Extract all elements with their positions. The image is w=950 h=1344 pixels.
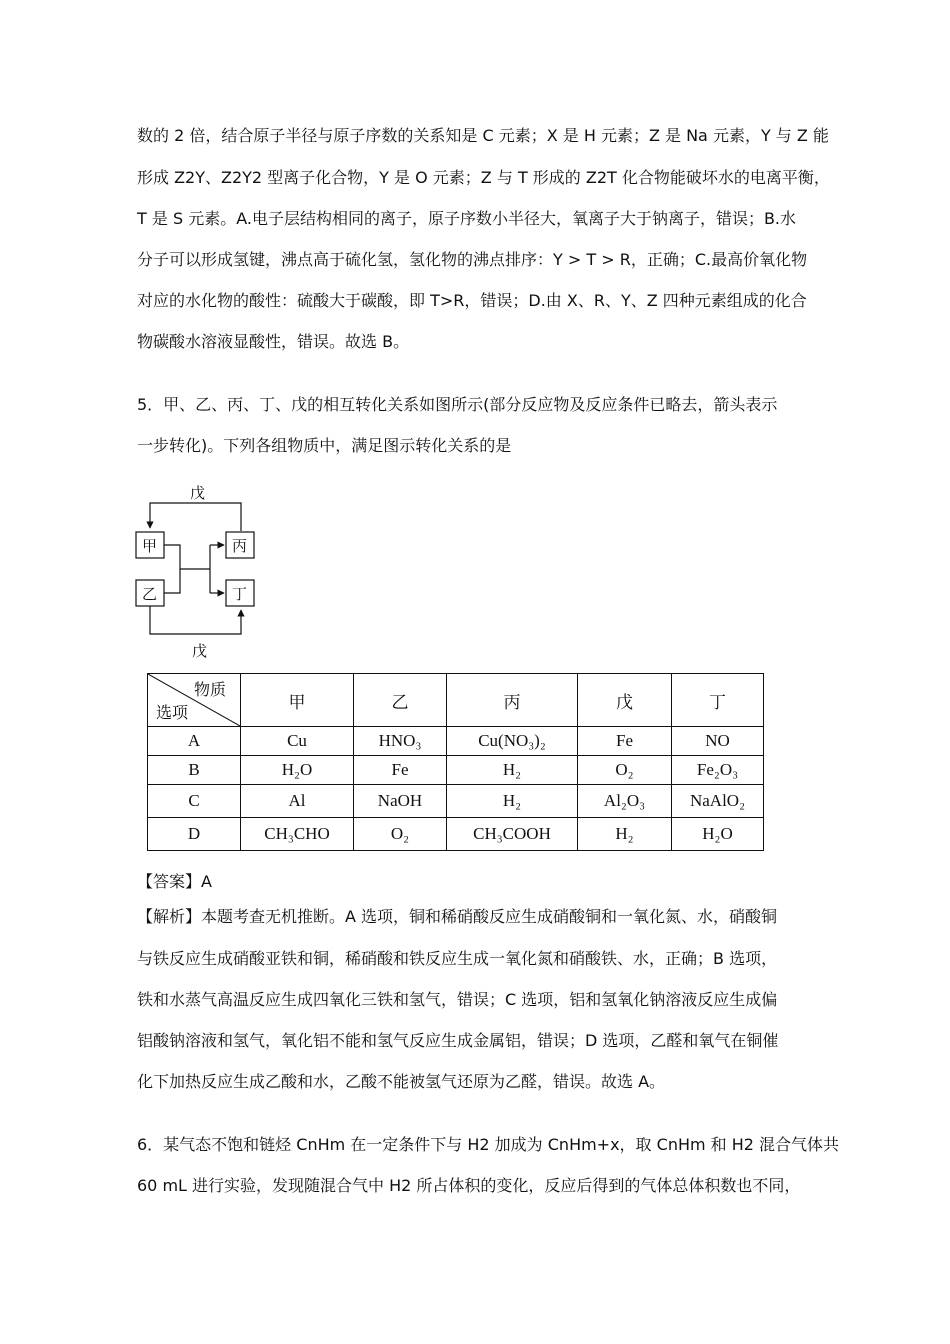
header-cell: 丙 bbox=[447, 674, 578, 727]
table-row bbox=[148, 818, 764, 851]
header-cell: 乙 bbox=[354, 674, 447, 727]
connector-jia-yi bbox=[164, 545, 180, 593]
table-row bbox=[148, 756, 764, 785]
table-row bbox=[148, 785, 764, 818]
table-cell: H₂ bbox=[447, 756, 578, 785]
label-wu-bottom: 戊 bbox=[192, 642, 208, 660]
answer-line: 【答案】A bbox=[137, 872, 212, 891]
question-5-stem: 5．甲、乙、丙、丁、戊的相互转化关系如图所示(部分反应物及反应条件已略去，箭头表示 bbox=[137, 395, 778, 414]
text-line: T 是 S 元素。A.电子层结构相同的离子，原子序数小半径大，氧离子大于钠离子，错误；B.水 bbox=[137, 209, 797, 228]
text-line: 物碳酸水溶液显酸性，错误。故选 B。 bbox=[137, 332, 410, 351]
question-6-stem: 60 mL 进行实验，发现随混合气中 H2 所占体积的变化，反应后得到的气体总体积数也不同， bbox=[137, 1176, 801, 1195]
text-line: 数的 2 倍，结合原子半径与原子序数的关系知是 C 元素；X 是 H 元素；Z 是 Na 元素，Y 与 Z 能 bbox=[137, 126, 829, 145]
box-jia-label: 甲 bbox=[142, 537, 158, 555]
box-bing-label: 丙 bbox=[232, 537, 248, 555]
corner-cell bbox=[148, 674, 241, 727]
option-cell: D bbox=[148, 818, 241, 851]
table-cell: CH₃CHO bbox=[241, 818, 354, 851]
table-cell: Al₂O₃ bbox=[578, 785, 672, 818]
table-cell: Cu bbox=[241, 727, 354, 756]
table-cell: NO bbox=[672, 727, 764, 756]
box-ding-label: 丁 bbox=[232, 585, 248, 603]
analysis-line: 铁和水蒸气高温反应生成四氧化三铁和氢气，错误；C 选项，铝和氢氧化钠溶液反应生成偏 bbox=[137, 990, 778, 1009]
table-cell: HNO₃ bbox=[354, 727, 447, 756]
header-cell: 戊 bbox=[578, 674, 672, 727]
table-cell: Fe bbox=[354, 756, 447, 785]
table-cell: H₂ bbox=[578, 818, 672, 851]
table-header-row bbox=[148, 674, 764, 727]
table-cell: Fe bbox=[578, 727, 672, 756]
option-cell: C bbox=[148, 785, 241, 818]
box-yi-label: 乙 bbox=[142, 585, 158, 603]
label-wu-top: 戊 bbox=[190, 484, 206, 502]
table-cell: H₂ bbox=[447, 785, 578, 818]
analysis-line: 【解析】本题考查无机推断。A 选项，铜和稀硝酸反应生成硝酸铜和一氧化氮、水，硝酸铜 bbox=[137, 907, 778, 926]
option-cell: A bbox=[148, 727, 241, 756]
option-cell: B bbox=[148, 756, 241, 785]
conversion-diagram bbox=[128, 478, 278, 662]
table-cell: NaOH bbox=[354, 785, 447, 818]
table-cell: Cu(NO₃)₂ bbox=[447, 727, 578, 756]
table-cell: O₂ bbox=[578, 756, 672, 785]
corner-bottom-label: 选项 bbox=[156, 703, 189, 722]
table-cell: NaAlO₂ bbox=[672, 785, 764, 818]
table-row bbox=[148, 727, 764, 756]
text-line: 对应的水化物的酸性：硫酸大于碳酸，即 T>R，错误；D.由 X、R、Y、Z 四种元素组成的化合 bbox=[137, 291, 807, 310]
corner-top-label: 物质 bbox=[193, 680, 226, 699]
question-6-stem: 6．某气态不饱和链烃 CnHm 在一定条件下与 H2 加成为 CnHm+x，取 CnHm 和 H2 混合气体共 bbox=[137, 1135, 840, 1154]
text-line: 分子可以形成氢键，沸点高于硫化氢，氢化物的沸点排序：Y > T > R，正确；C.最高价氧化物 bbox=[137, 250, 808, 269]
analysis-line: 与铁反应生成硝酸亚铁和铜，稀硝酸和铁反应生成一氧化氮和硝酸铁、水，正确；B 选项， bbox=[137, 949, 778, 968]
analysis-line: 化下加热反应生成乙酸和水，乙酸不能被氢气还原为乙醛，错误。故选 A。 bbox=[137, 1072, 666, 1091]
arrow-bing-to-jia bbox=[150, 503, 241, 531]
table-cell: O₂ bbox=[354, 818, 447, 851]
question-5-stem: 一步转化)。下列各组物质中，满足图示转化关系的是 bbox=[137, 436, 512, 455]
header-cell: 甲 bbox=[241, 674, 354, 727]
text-line: 形成 Z2Y、Z2Y2 型离子化合物，Y 是 O 元素；Z 与 T 形成的 Z2T 化合物能破坏水的电离平衡， bbox=[137, 168, 830, 187]
table-cell: H₂O bbox=[672, 818, 764, 851]
table-cell: Fe₂O₃ bbox=[672, 756, 764, 785]
options-table bbox=[147, 673, 764, 851]
header-cell: 丁 bbox=[672, 674, 764, 727]
table-cell: CH₃COOH bbox=[447, 818, 578, 851]
table-cell: H₂O bbox=[241, 756, 354, 785]
analysis-line: 铝酸钠溶液和氢气，氧化铝不能和氢气反应生成金属铝，错误；D 选项，乙醛和氧气在铜催 bbox=[137, 1031, 779, 1050]
table-cell: Al bbox=[241, 785, 354, 818]
arrow-yi-to-ding bbox=[150, 606, 241, 634]
